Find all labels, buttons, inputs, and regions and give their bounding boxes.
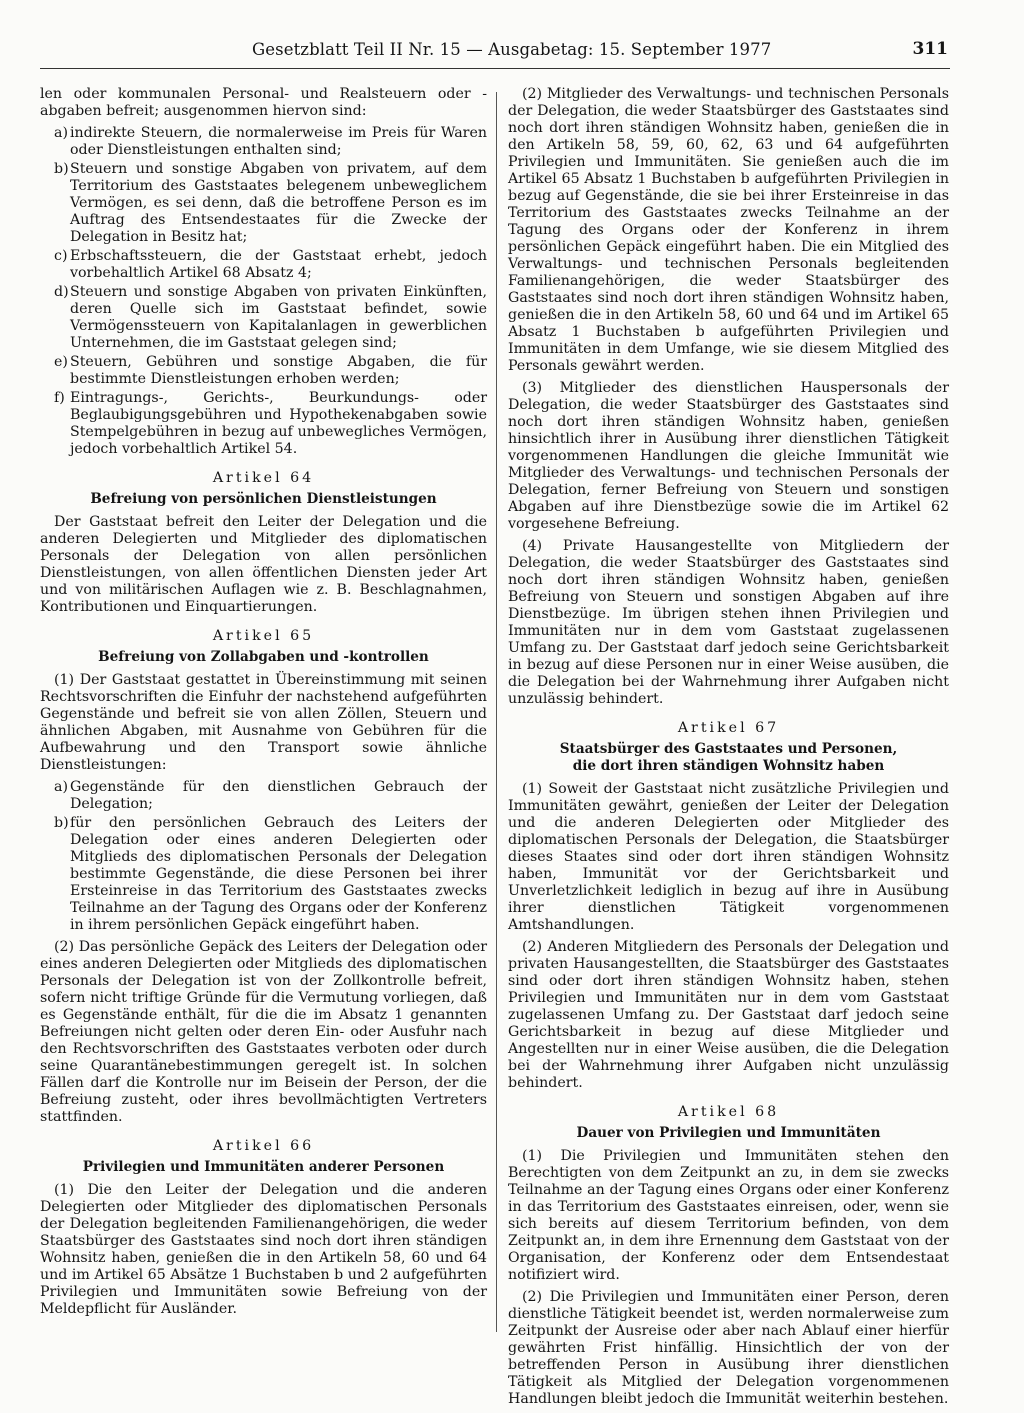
list-marker: b) [54,161,69,177]
article-65-title: Artikel 65 [212,628,315,644]
list-item [40,815,487,934]
article-65-paragraph-2: (2) Das persönliche Gepäck des Leiters der Delegation oder eines anderen Delegierten oder Mitglieds des diplomatischen Personals der Delegation ist von der Zollkontrolle befreit, sofern nicht triftige Gründe für die Vermutung vorliegen, daß es Gegenstände enthält, für die die im Absatz 1 genannten Befreiungen nicht gelten oder deren Ein- oder Ausfuhr nach den Rechtsvorschriften des Gaststaates verboten oder durch seine Quarantänebestimmungen geregelt ist. In solchen Fällen darf die Kontrolle nur im Beisein der Person, der die Befreiung zusteht, oder ihres bevollmächtigten Vertreters stattfinden. [40,939,487,1125]
list-item [40,284,487,352]
list-text: indirekte Steuern, die normalerweise im Preis für Waren oder Dienstleistungen enthalten sind; [70,125,487,158]
list-text: Steuern, Gebühren und sonstige Abgaben, die für bestimmte Dienstleistungen erhoben werden; [70,354,487,387]
list-marker: a) [54,125,68,141]
article-66-title: Artikel 66 [212,1138,315,1154]
article-66-paragraph-3: (3) Mitglieder des dienstlichen Hauspersonals der Delegation, die weder Staatsbürger des Gaststaates sind noch dort ihren ständigen Wohnsitz haben, genießen hinsichtlich ihrer in Ausübung ihrer dienstlichen Tätigkeit vorgenommenen Handlungen die gleiche Immunität wie Mitglieder des Verwaltungs- und technischen Personals der Delegation, ferner Befreiung von Steuern und sonstigen Abgaben auf ihre Dienstbezüge sowie die im Artikel 62 vorgesehene Befreiung. [508,380,949,532]
list-text: Steuern und sonstige Abgaben von privaten Einkünften, deren Quelle sich im Gaststaat befindet, sowie Vermögenssteuern von Kapitalanlagen in gewerblichen Unternehmen, die im Gaststaat gelegen sind; [70,284,487,351]
article-67-paragraph-2: (2) Anderen Mitgliedern des Personals der Delegation und privaten Hausangestellten, die Staatsbürger des Gaststaates sind oder dort ihren ständigen Wohnsitz haben, stehen Privilegien und Immunitäten nur in dem vom Gaststaat zugelassenen Umfang zu. Der Gaststaat darf jedoch seine Gerichtsbarkeit in bezug auf diese Mitglieder und Angestellten nur in einer Weise ausüben, die die Delegation bei der Wahrnehmung ihrer Aufgaben nicht unzulässig behindert. [508,939,949,1091]
list-text: Eintragungs-, Gerichts-, Beurkundungs- oder Beglaubigungsgebühren und Hypothekenabgaben sowie Stempelgebühren in bezug auf unbewegliches Vermögen, jedoch vorbehaltlich Artikel 54. [70,390,487,457]
right-column [508,86,949,1413]
article-64-title: Artikel 64 [212,470,315,486]
list-marker: f) [54,390,65,406]
list-marker: e) [54,354,68,370]
article-67-heading-line-2: die dort ihren ständigen Wohnsitz haben [572,758,885,774]
list-item [40,390,487,458]
article-67-heading-line-1: Staatsbürger des Gaststaates und Personen, [559,741,898,757]
list-text: für den persönlichen Gebrauch des Leiters der Delegation oder eines anderen Delegierten oder Mitglieds des diplomatischen Personals der Delegation bestimmte Gegenstände, die diese Personen bei ihrer Ersteinreise in das Territorium des Gaststaates zwecks Teilnahme an der Tagung des Organs oder der Konferenz in ihrem persönlichen Gepäck eingeführt haben. [70,815,487,933]
article-65-heading: Befreiung von Zollabgaben und -kontrollen [98,649,429,665]
article-68-heading: Dauer von Privilegien und Immunitäten [576,1125,881,1141]
list-item [40,354,487,388]
article-67-heading [508,741,949,775]
list-item [40,248,487,282]
article-67-paragraph-1: (1) Soweit der Gaststaat nicht zusätzliche Privilegien und Immunitäten gewährt, genießen der Leiter der Delegation und die anderen Delegierten oder Mitglieder des diplomatischen Personals der Delegation, die Staatsbürger dieses Staates sind oder dort ihren ständigen Wohnsitz haben, Immunität vor der Gerichtsbarkeit und Unverletzlichkeit lediglich in bezug auf ihre in Ausübung ihrer dienstlichen Tätigkeit vorgenommenen Amtshandlungen. [508,781,949,933]
list-item [40,161,487,246]
list-item [40,779,487,813]
article-67-title: Artikel 67 [677,720,780,736]
list-marker: c) [54,248,68,264]
article-66-heading: Privilegien und Immunitäten anderer Personen [82,1159,445,1175]
page-header [40,38,950,69]
list-text: Erbschaftssteuern, die der Gaststaat erhebt, jedoch vorbehaltlich Artikel 68 Absatz 4; [70,248,487,281]
list-text: Gegenstände für den dienstlichen Gebrauch der Delegation; [70,779,487,812]
list-text: Steuern und sonstige Abgaben von privatem, auf dem Territorium des Gaststaates belegenem unbeweglichem Vermögen, es sei denn, daß die betroffene Person es im Auftrag des Entsendestaates für die Zwecke der Delegation in Besitz hat; [70,161,487,245]
list-item [40,125,487,159]
continued-paragraph: len oder kommunalen Personal- und Realsteuern oder -abgaben befreit; ausgenommen hiervon sind: [40,86,487,119]
article-66-paragraph-4: (4) Private Hausangestellte von Mitgliedern der Delegation, die weder Staatsbürger des Gaststaates sind noch dort ihren ständigen Wohnsitz haben, genießen Befreiung von Steuern und sonstigen Abgaben auf ihre Dienstbezüge. Im übrigen stehen ihnen Privilegien und Immunitäten nur in dem vom Gaststaat zugelassenen Umfang zu. Der Gaststaat darf jedoch seine Gerichtsbarkeit in bezug auf diese Personen nur in einer Weise ausüben, die die Delegation bei der Wahrnehmung ihrer Aufgaben nicht unzulässig behindert. [508,538,949,707]
article-64-paragraph: Der Gaststaat befreit den Leiter der Delegation und die anderen Delegierten und Mitglieder des diplomatischen Personals der Delegation von allen persönlichen Dienstleistungen, von allen öffentlichen Diensten jeder Art und von militärischen Auflagen wie z. B. Beschlagnahmen, Kontributionen und Einquartierungen. [40,514,487,615]
list-marker: b) [54,815,69,831]
exemption-list [40,125,487,458]
column-divider [496,92,497,1332]
left-column [40,86,487,1323]
article-66-paragraph-1: (1) Die den Leiter der Delegation und die anderen Delegierten oder Mitglieder des diplomatischen Personals der Delegation begleitenden Familienangehörigen, die weder Staatsbürger des Gaststaates sind noch dort ihren ständigen Wohnsitz haben, genießen die in den Artikeln 58, 60 und 64 und im Artikel 65 Absätze 1 Buchstaben b und 2 aufgeführten Privilegien und Immunitäten sowie Befreiung von der Meldepflicht für Ausländer. [40,1182,487,1317]
article-66-paragraph-2: (2) Mitglieder des Verwaltungs- und technischen Personals der Delegation, die weder Staatsbürger des Gaststaates sind noch dort ihren ständigen Wohnsitz haben, genießen die in den Artikeln 58, 59, 60, 62, 63 und 64 aufgeführten Privilegien und Immunitäten. Sie genießen auch die im Artikel 65 Absatz 1 Buchstaben b aufgeführten Privilegien in bezug auf Gegenstände, die sie bei ihrer Ersteinreise in das Territorium des Gaststaates zwecks Teilnahme an der Tagung des Organs oder der Konferenz in ihrem persönlichen Gepäck eingeführt haben. Die ein Mitglied des Verwaltungs- und technischen Personals begleitenden Familienangehörigen, die weder Staatsbürger des Gaststaates sind noch dort ihren ständigen Wohnsitz haben, genießen die in den Artikeln 58, 60 und 64 und im Artikel 65 Absatz 1 Buchstaben b aufgeführten Privilegien und Immunitäten in dem Umfange, wie sie diesem Mitglied des Personals gewährt werden. [508,86,949,374]
list-marker: d) [54,284,69,300]
article-65-paragraph-1: (1) Der Gaststaat gestattet in Übereinstimmung mit seinen Rechtsvorschriften die Einfuhr der nachstehend aufgeführten Gegenstände und befreit sie von allen Zöllen, Steuern und ähnlichen Abgaben, mit Ausnahme von Gebühren für die Aufbewahrung und den Transport sowie ähnliche Dienstleistungen: [40,672,487,773]
article-68-paragraph-1: (1) Die Privilegien und Immunitäten stehen den Berechtigten von dem Zeitpunkt an zu, in dem sie zwecks Teilnahme an der Tagung eines Organs oder einer Konferenz in das Territorium des Gaststaates einreisen, oder, wenn sie sich bereits auf diesem Territorium befinden, von dem Zeitpunkt an, in dem ihre Ernennung dem Gaststaat von der Organisation, der Konferenz oder dem Entsendestaat notifiziert wird. [508,1148,949,1283]
page-number: 311 [912,39,948,59]
article-68-title: Artikel 68 [677,1104,780,1120]
article-68-paragraph-2: (2) Die Privilegien und Immunitäten einer Person, deren dienstliche Tätigkeit beendet ist, werden normalerweise zum Zeitpunkt der Ausreise oder aber nach Ablauf einer hierfür gewährten Frist hinfällig. Hinsichtlich der von der betreffenden Person in Ausübung ihrer dienstlichen Tätigkeit als Mitglied der Delegation vorgenommenen Handlungen bleibt jedoch die Immunität weiterhin bestehen. [508,1289,949,1407]
list-marker: a) [54,779,68,795]
article-65-list [40,779,487,934]
running-title: Gesetzblatt Teil II Nr. 15 — Ausgabetag: 15. September 1977 [252,40,772,59]
article-64-heading: Befreiung von persönlichen Dienstleistungen [90,491,437,507]
